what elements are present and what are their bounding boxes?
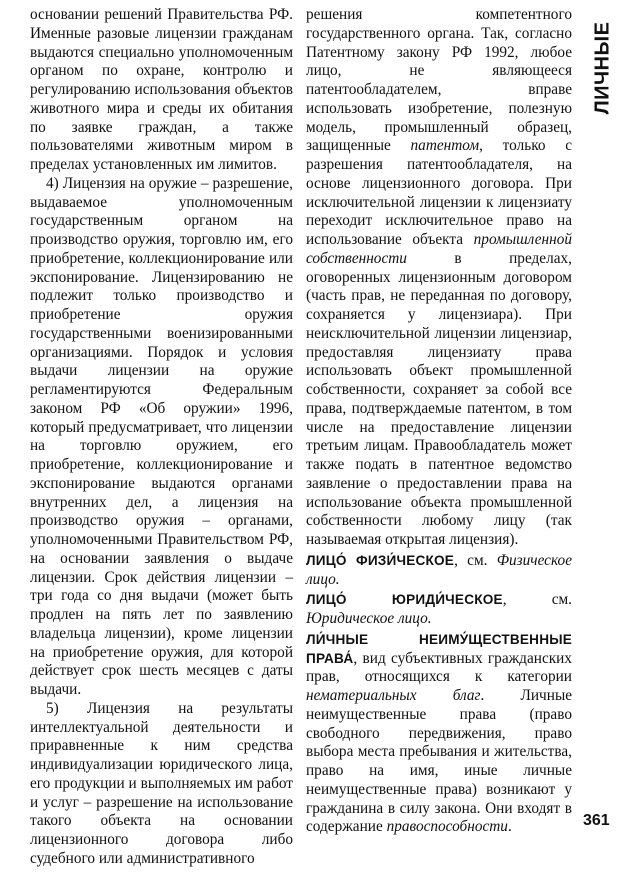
entry-term: ЛИЦО́ ФИЗИ́ЧЕСКОЕ <box>306 552 455 568</box>
text-run: , см. <box>502 591 572 609</box>
running-header-tab <box>590 16 616 120</box>
dictionary-entry-legal-person <box>306 591 572 629</box>
text-run: в пределах, оговоренных лицензионным договором (часть прав, не переданная по договору, сохраняется у лицензиара). При неисключительной лицензии лицензиар, предоставляя лицензиату права использовать объект промышленной собственности, сохраняет за собой все права, подтверждаемые патентом, в том числе на предоставление лицензии третьим лицам. Правообладатель может также подать в патентное ведомство заявление о предоставлении права на использование объекта промышленной собственности любому лицу (так называемая открытая лицензия). <box>306 249 572 548</box>
right-column <box>306 6 572 837</box>
cross-reference: нематериальных благ <box>306 687 481 704</box>
page-number: 361 <box>583 812 610 829</box>
entry-term: ЛИ́ЧНЫЕ НЕИМУ́ЩЕСТВЕННЫЕ ПРАВА́ <box>306 631 572 666</box>
cross-reference: промышленной собственности <box>306 231 572 267</box>
text-run: решения компетентного государственного органа. Так, согласно Патентному закону РФ 1992, любое лицо, не являющееся патентообладателем, вправе использовать изобретение, полезную модель, промышленный образец, защищенные <box>306 6 572 155</box>
left-paragraph-1: основании решений Правительства РФ. Именные разовые лицензии гражданам выдаются специально уполномоченным органом по охране, контролю и регулированию использования объектов животного мира и среды их обитания по заявке граждан, а также пользователями животным миром в пределах установленных им лимитов. <box>30 6 293 173</box>
entry-term: ЛИЦО́ ЮРИДИ́ЧЕСКОЕ <box>306 592 503 608</box>
dictionary-entry-physical-person <box>306 552 572 590</box>
text-run: . Личные неимущественные права (право свободного передвижения, право выбора места пребывания и жительства, право на имя, иные личные неимущественные права) возникают у гражданина в силу закона. Они входят в содержание <box>306 687 573 836</box>
text-run: . <box>507 818 512 836</box>
running-header-text: ЛИЧНЫЕ <box>591 21 614 115</box>
cross-reference: Физическое лицо. <box>306 551 572 588</box>
cross-reference: Юридическое лицо. <box>306 610 432 627</box>
left-paragraph-2: 4) Лицензия на оружие – разрешение, выдаваемое уполномоченным государственным органом на производство оружия, торговлю им, его приобретение, коллекционирование или экспонирование. Лицензированию не подлежит только производство и приобретение оружия государственными военизированными организациями. Порядок и условия выдачи лицензии на оружие регламентируются Федеральным законом РФ «Об оружии» 1996, который предусматривает, что лицензии на торговлю оружием, его приобретение, коллекционирование и экспонирование выдаются органами внутренних дел, а лицензия на производство оружия – органами, уполномоченными Правительством РФ, на основании заявления о выдаче лицензии. Срок действия лицензии – три года со дня выдачи (может быть продлен на пять лет по заявлению владельца лицензии), кроме лицензии на приобретение оружия, для которой действует срок шесть месяцев с даты выдачи. <box>30 174 293 698</box>
cross-reference: патентом <box>410 137 480 155</box>
text-run: , только с разрешения патентообладателя, на основе лицензионного договора. При исключительной лицензии к лицензиату переходит исключительное право на использование объекта <box>306 137 572 248</box>
dictionary-entry-personal-rights <box>306 631 572 837</box>
cross-reference: правоспособности <box>386 818 508 836</box>
left-paragraph-3: 5) Лицензия на результаты интеллектуальной деятельности и приравненные к ним средства индивидуализации юридического лица, его продукции и выполняемых им работ и услуг – разрешение на использование такого объекта на основании лицензионного договора либо судебного или административного <box>30 699 293 867</box>
left-column <box>30 6 293 869</box>
text-run: , вид субъективных гражданских прав, относящихся к категории <box>306 649 572 686</box>
text-run: , см. <box>454 551 497 569</box>
right-paragraph-1 <box>306 6 572 550</box>
